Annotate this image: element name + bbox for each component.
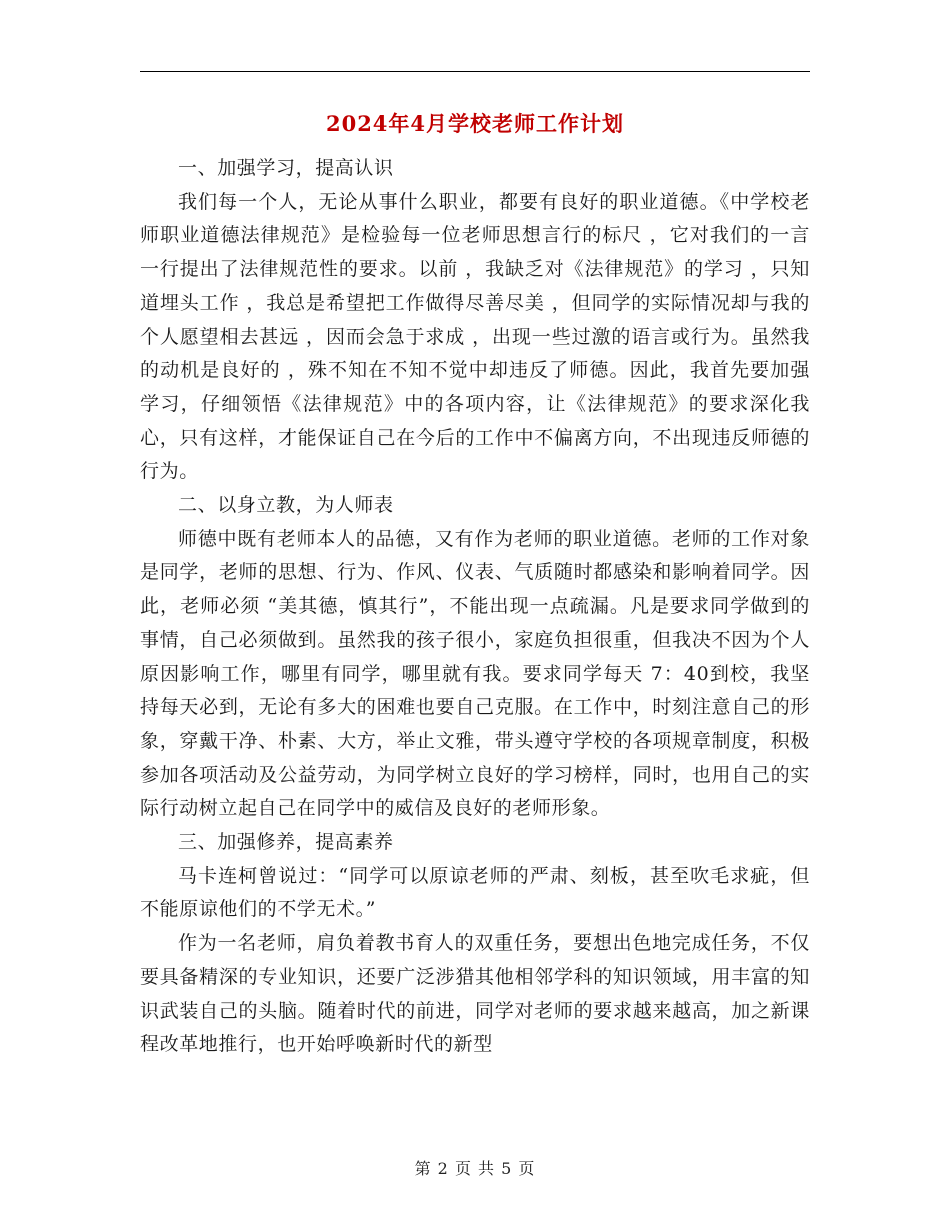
paragraph: 师德中既有老师本人的品德，又有作为老师的职业道德。老师的工作对象是同学，老师的思想、行为、作风、仪表、气质随时都感染和影响着同学。因此，老师必须 “美其德，慎其行”，不能出现一点疏漏。凡是要求同学做到的事情，自己必须做到。虽然我的孩子很小，家庭负担很重，但我决不因为个人原因影响工作，哪里有同学，哪里就有我。要求同学每天 7：40到校，我坚持每天必到，无论有多大的困难也要自己克服。在工作中，时刻注意自己的形象，穿戴干净、朴素、大方，举止文雅，带头遵守学校的各项规章制度，积极参加各项活动及公益劳动，为同学树立良好的学习榜样，同时，也用自己的实际行动树立起自己在同学中的威信及良好的老师形象。 <box>140 527 810 820</box>
paragraph: 马卡连柯曾说过：“同学可以原谅老师的严肃、刻板，甚至吹毛求疵，但不能原谅他们的不学无术。” <box>140 864 810 921</box>
document-title: 2024年4月学校老师工作计划 <box>325 111 625 136</box>
heading-section-3: 三、加强修养，提高素养 <box>178 831 394 854</box>
paragraph: 我们每一个人，无论从事什么职业，都要有良好的职业道德。《中学校老师职业道德法律规范》是检验每一位老师思想言行的标尺 ，它对我们的一言一行提出了法律规范性的要求。以前 ，我缺乏对《法律规范》的学习 ，只知道埋头工作 ，我总是希望把工作做得尽善尽美 ，但同学的实际情况却与我的个人愿望相去甚远 ，因而会急于求成 ，出现一些过激的语言或行为。虽然我的动机是良好的 ，殊不知在不知不觉中却违反了师德。因此，我首先要加强学习，仔细领悟《法律规范》中的各项内容，让《法律规范》的要求深化我心，只有这样，才能保证自己在今后的工作中不偏离方向，不出现违反师德的行为。 <box>140 190 810 483</box>
document-body <box>140 152 810 1062</box>
page-number-footer: 第 2 页 共 5 页 <box>414 1159 536 1178</box>
paragraph: 作为一名老师，肩负着教书育人的双重任务，要想出色地完成任务，不仅要具备精深的专业知识，还要广泛涉猎其他相邻学科的知识领域，用丰富的知识武装自己的头脑。随着时代的前进，同学对老师的要求越来越高，加之新课程改革地推行，也开始呼唤新时代的新型 <box>140 932 810 1056</box>
heading-section-2: 二、以身立教，为人师表 <box>178 494 394 517</box>
heading-section-1: 一、加强学习，提高认识 <box>178 157 394 179</box>
header-rule <box>140 71 810 72</box>
